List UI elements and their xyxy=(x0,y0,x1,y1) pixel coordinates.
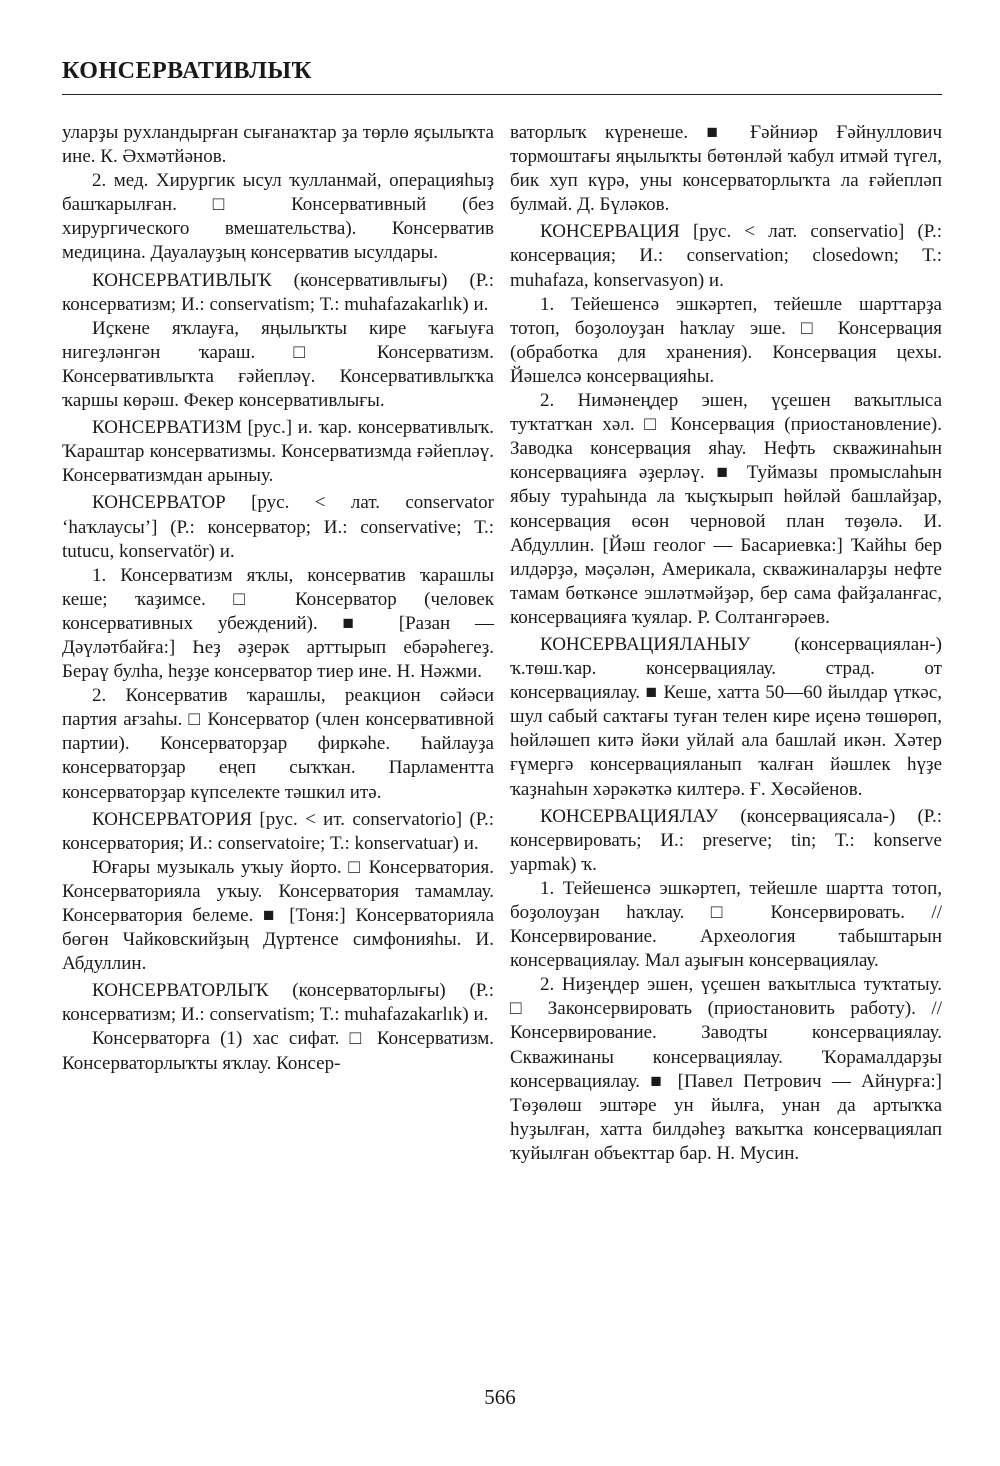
dictionary-entry: КОНСЕРВАЦИЯЛАНЫУ (консервациялан-) ҡ.төш.ҡар. консервациялау. страд. от консервациялау. ■ Кеше, хатта 50—60 йылдар үткәс, шул сабый саҡтағы туған телен кире иҫенә төшөрөп, һөйләшеп китә йәки уйлай ала башлай икән. Хәтер ғүмергә консервацияланып ҡалған йәшлек һүҙе ҡаҙнаһын хәрәкәткә килтерә. Ғ. Хөсәйенов. xyxy=(510,633,942,800)
running-head: КОНСЕРВАТИВЛЫҠ xyxy=(62,58,312,84)
entry-sense: Иҫкене яҡлауға, яңылыҡты кире ҡағыуға нигеҙләнгән ҡараш. □ Консерватизм. Консервативлыҡта ғәйепләү. Консервативлыҡҡа ҡаршы көрәш. Фекер консервативлығы. xyxy=(62,317,494,412)
dictionary-entry: КОНСЕРВАТОРИЯ [рус. < ит. conservatorio] (Р.: консерватория; И.: conservatoire; Т.: konservatuar) и. xyxy=(62,808,494,854)
header-rule xyxy=(62,94,942,95)
dictionary-entry: КОНСЕРВАЦИЯЛАУ (консервациясала-) (Р.: консервировать; И.: preserve; tin; Т.: konserve yapmak) ҡ. xyxy=(510,805,942,875)
dictionary-entry: КОНСЕРВАЦИЯ [рус. < лат. conservatio] (Р.: консервация; И.: conservation; closedown; Т.: muhafaza, konservasyon) и. xyxy=(510,221,942,291)
entry-sense: 2. Консерватив ҡарашлы, реакцион сәйәси партия ағзаһы. □ Консерватор (член консервативной партии). Консерваторҙар фиркәһе. Һайлауҙа консерваторҙар еңеп сыҡҡан. Парламентта консерваторҙар күпселекте тәшкил итә. xyxy=(62,685,494,803)
left-column xyxy=(62,121,494,1076)
entry-sense: 1. Консерватизм яҡлы, консерватив ҡарашлы кеше; ҡаҙимсе. □ Консерватор (человек консервативных убеждений). ■ [Разан — Дәүләтбайға:] Һеҙ әҙерәк арттырып ебәрәһегеҙ. Бераү булһа, һеҙҙе консерватор тиер ине. Н. Нәжми. xyxy=(62,564,494,683)
entry-sense: 2. Нимәнеңдер эшен, үҫешен ваҡытлыса туҡтатҡан хәл. □ Консервация (приостановление). Заводка консервация яһау. Нефть скважинаһын консервацияға әҙерләү. ■ Туймазы промыслаһын ябыу тураһында ла ҡыҫҡырып һөйләй башлайҙар, консервация өсөн черновой план төҙөлә. И. Абдуллин. [Йәш геолог — Басариевка:] Ҡайһы бер илдәрҙә, мәҫәлән, Америкала, скважиналарҙы нефте тамам бөткәнсе эшләтмәйҙәр, бер сама файҙаланғас, консервацияға ҡуялар. Р. Солтангәрәев. xyxy=(510,390,942,628)
dictionary-entry: КОНСЕРВАТОР [рус. < лат. conservator ‘һаҡлаусы’] (Р.: консерватор; И.: conservative; Т.: tutucu, konservatör) и. xyxy=(62,492,494,562)
entry-continuation: ваторлыҡ күренеше. ■ Ғәйниәр Ғәйнуллович тормоштағы яңылыҡты бөтөнләй ҡабул итмәй түгел, бик хуп күрә, уны консерваторлыҡта ла ғәйепләп булмай. Д. Бүләков. xyxy=(510,122,942,216)
entry-sense: 2. мед. Хирургик ысул ҡулланмай, операцияһыҙ башҡарылған. □ Консервативный (без хирургического вмешательства). Консерватив медицина. Дауалауҙың консерватив ысулдары. xyxy=(62,170,494,264)
dictionary-entry: КОНСЕРВАТОРЛЫҠ (консерваторлығы) (Р.: консерватизм; И.: conservatism; Т.: muhafazakarlık) и. xyxy=(62,980,494,1026)
dictionary-entry: КОНСЕРВАТИЗМ [рус.] и. ҡар. консервативлыҡ. Ҡараштар консерватизмы. Консерватизмда ғәйепләү. Консерватизмдан арыныу. xyxy=(62,417,494,487)
entry-continuation: уларҙы рухландырған сығанаҡтар ҙа төрлө яҫылыҡта ине. К. Әхмәтйәнов. xyxy=(62,122,494,168)
dictionary-entry: КОНСЕРВАТИВЛЫҠ (консервативлығы) (Р.: консерватизм; И.: conservatism; Т.: muhafazakarlık) и. xyxy=(62,269,494,315)
entry-sense: 2. Ниҙеңдер эшен, үҫешен ваҡытлыса туҡтатыу. □ Законсервировать (приостановить работу). // Консервирование. Заводты консервациялау. Скважинаны консервациялау. Ҡорамалдарҙы консервациялау. ■ [Павел Петрович — Айнурға:] Төҙөлөш эштәре ун йылға, унан да артыҡҡа һуҙылған, хатта билдәһеҙ ваҡытҡа консервациялап ҡуйылған объекттар бар. Н. Мусин. xyxy=(510,974,942,1164)
entry-sense: Консерваторға (1) хас сифат. □ Консерватизм. Консерваторлыҡты яҡлау. Консер- xyxy=(62,1028,494,1074)
entry-sense: 1. Тейешенсә эшкәртеп, тейешле шарттарҙа тотоп, боҙолоуҙан һаҡлау эше. □ Консервация (обработка для хранения). Консервация цехы. Йәшелсә консервацияһы. xyxy=(510,293,942,387)
right-column xyxy=(510,121,942,1166)
entry-sense: Юғары музыкаль уҡыу йорто. □ Консерватория. Консерваторияла уҡыу. Консерватория тамамлау. Консерватория белеме. ■ [Тоня:] Консерваторияла бөгөн Чайковскийҙың Дүртенсе симфонияһы. И. Абдуллин. xyxy=(62,856,494,975)
page-number: 566 xyxy=(484,1385,516,1409)
entry-sense: 1. Тейешенсә эшкәртеп, тейешле шартта тотоп, боҙолоуҙан һаҡлау. □ Консервировать. // Консервирование. Археология табыштарын консервациялау. Мал аҙығын консервациялау. xyxy=(510,877,942,972)
